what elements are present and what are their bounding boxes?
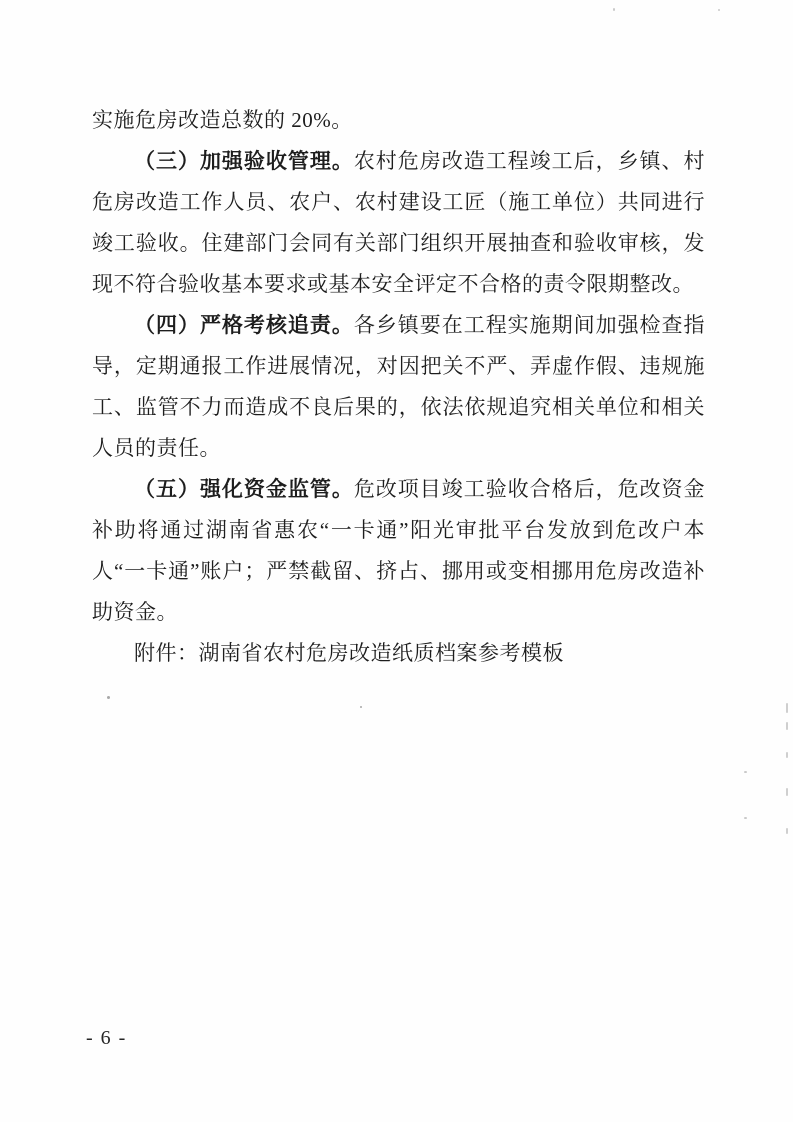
paragraph-continuation: 实施危房改造总数的 20%。 (92, 108, 353, 132)
scan-artifact (107, 696, 110, 699)
scan-artifact (718, 9, 720, 11)
scan-artifact (786, 722, 788, 730)
paragraph-section-3 (92, 141, 705, 305)
scan-artifact (786, 788, 788, 796)
section-4-heading: （四）严格考核追责。 (134, 313, 354, 337)
scan-artifact (613, 8, 615, 11)
section-4-text: 各乡镇要在工程实施期间加强检查指导，定期通报工作进展情况，对因把关不严、弄虚作假、违规施工、监管不力而造成不良后果的，依法依规追究相关单位和相关人员的责任。 (92, 313, 706, 460)
scan-artifact (360, 706, 362, 708)
page-number: - 6 - (86, 1027, 127, 1049)
paragraph-section-4 (92, 305, 705, 469)
scan-artifact (786, 828, 788, 834)
section-3-text: 农村危房改造工程竣工后，乡镇、村危房改造工作人员、农户、农村建设工匠（施工单位）共同进行竣工验收。住建部门会同有关部门组织开展抽查和验收审核，发现不符合验收基本要求或基本安全评定不合格的责令限期整改。 (92, 149, 706, 296)
scan-artifact (744, 817, 747, 819)
section-5-heading: （五）强化资金监管。 (134, 477, 354, 501)
document-body (92, 100, 705, 674)
scan-artifact (786, 752, 788, 758)
scan-artifact (744, 771, 747, 773)
section-3-heading: （三）加强验收管理。 (134, 149, 354, 173)
scan-artifact (786, 703, 788, 713)
paragraph-section-5 (92, 469, 705, 633)
section-5-text: 危改项目竣工验收合格后，危改资金补助将通过湖南省惠农“一卡通”阳光审批平台发放到危改户本人“一卡通”账户；严禁截留、挤占、挪用或变相挪用危房改造补助资金。 (92, 477, 706, 624)
attachment-line: 附件：湖南省农村危房改造纸质档案参考模板 (134, 641, 564, 665)
